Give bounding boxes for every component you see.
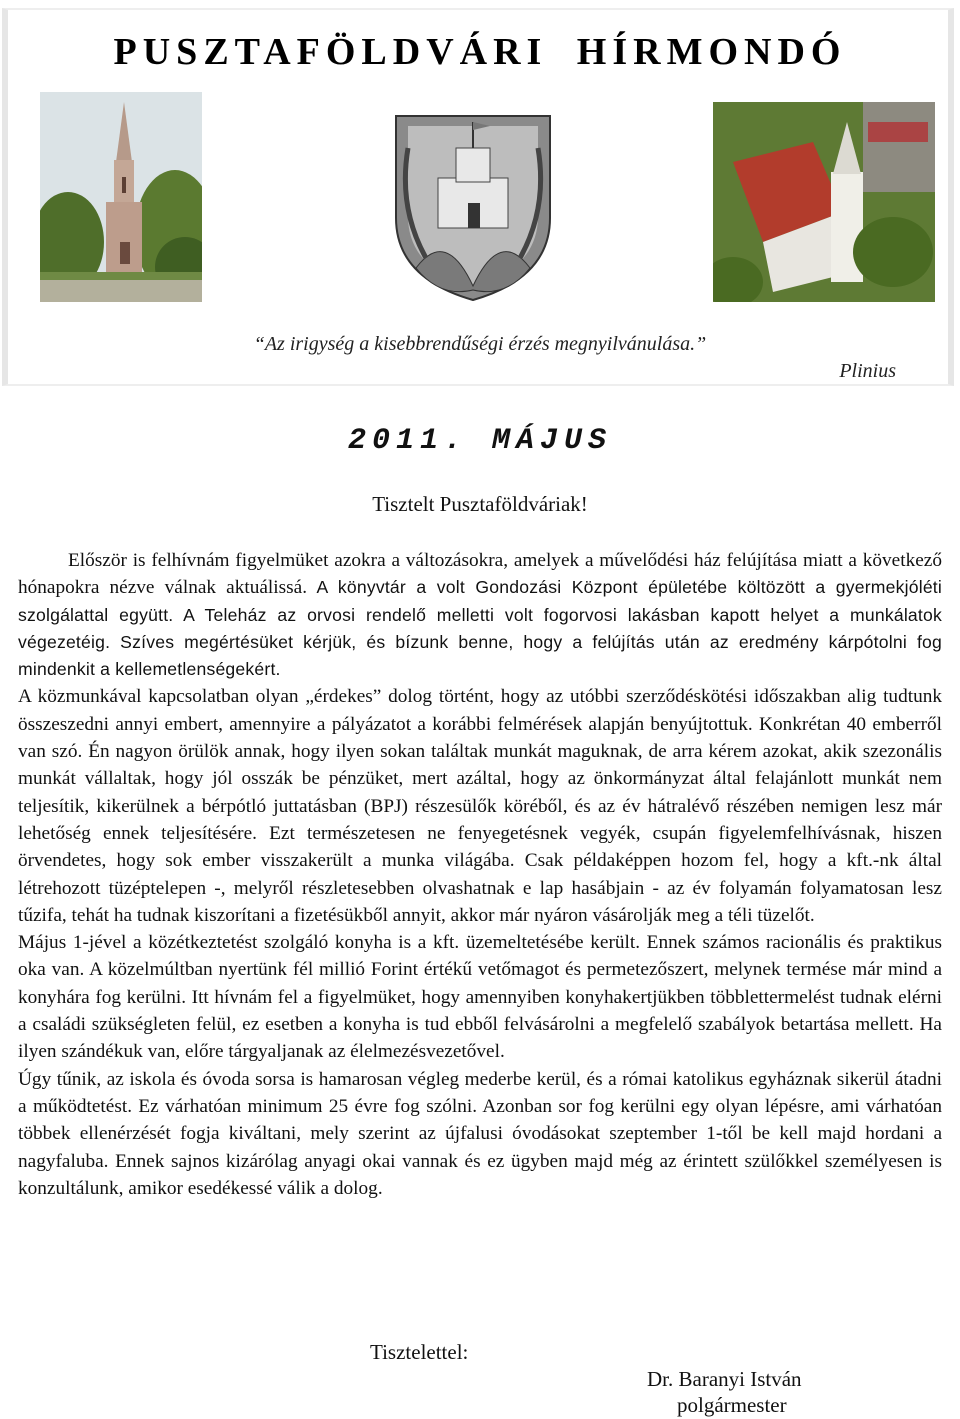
- paragraph-1-sans: A könyvtár a volt Gondozási Központ épületébe költözött a gyermekjóléti szolgálattal együtt. A Teleház az orvosi rendelő melletti volt fogorvosi lakásban kapott helyet a munkálatok végezetéig. Szíves megértésüket kérjük, és bízunk benne, hogy a felújítás után az eredmény kárpótolni fog mindenkit a kellemetlenségekért.: [18, 577, 942, 680]
- paragraph-1-serif: Először is felhívnám figyelmüket azokra a változásokra, amelyek a művelődési ház felújítása miatt a következő hónapokra nézve válnak aktuálissá.: [18, 550, 942, 599]
- epigraph-quote: “Az irigység a kisebbrendűségi érzés megnyilvánulása.”: [253, 333, 707, 355]
- signer-title: polgármester: [677, 1393, 787, 1417]
- paragraph-1: [18, 547, 942, 683]
- newsletter-title: PUSZTAFÖLDVÁRI HÍRMONDÓ: [113, 31, 847, 73]
- church-tower-photo: [40, 92, 202, 302]
- letter-closing: Tisztelettel:: [370, 1340, 469, 1364]
- letter-body: [18, 547, 942, 1202]
- church-aerial-photo: [713, 102, 935, 302]
- issue-date: 2011. MÁJUS: [347, 424, 613, 458]
- coat-of-arms: [386, 108, 560, 304]
- paragraph-2: A közmunkával kapcsolatban olyan „érdekes” dolog történt, hogy az utóbbi szerződéskötési időszakban alig tudtunk összeszedni annyi embert, amennyire a pályázatot a korábbi felmérések alapján benyújtottuk. Konkrétan 40 emberről van szó. Én nagyon örülök annak, hogy ilyen sokan találtak munkát maguknak, de arra kérem azokat, akik szezonális munkát vállaltak, hogy jól osszák be pénzüket, mert azáltal, hogy az önkormányzat által felajánlott munkát nem teljesítik, kikerülnek a bérpótló juttatásban (BPJ) részesülők köréből, és az év hátralévő részében nemigen lesz már lehetőség ennek teljesítésére. Ezt természetesen ne fenyegetésnek vegyék, csupán figyelemfelhívásnak, hiszen örvendetes, hogy sok ember visszakerült a munka világába. Csak példaképpen hozom fel, hogy a kft.-nk által létrehozott tüzéptelepen -, melyről részletesebben olvashatnak e lap hasábjain - az év folyamán folyamatosan lesz tűzifa, tehát ha tudnak kiszorítani a fizetésükből annyit, akkor már nyáron vásárolják meg a téli tüzelőt.: [18, 686, 942, 926]
- signer-name: Dr. Baranyi István: [647, 1367, 802, 1391]
- paragraph-3: Május 1-jével a közétkeztetést szolgáló konyha is a kft. üzemeltetésébe került. Ennek számos racionális és praktikus oka van. A közelmúltban nyertünk fél millió Forint értékű vetőmagot és permetezőszert, melynek termése már mind a konyhára fog kerülni. Itt hívnám fel a figyelmüket, hogy amennyiben konyhakertjükben többlettermelést tudnak elérni a családi szükségleten felül, ez esetben a konyha is tud ebből felvásárolni a megfelelő szabályok betartása mellett. Ha ilyen szándékuk van, előre tárgyaljanak az élelmezésvezetővel.: [18, 932, 942, 1063]
- letter-greeting: Tisztelt Pusztaföldváriak!: [372, 492, 588, 516]
- paragraph-4: Úgy tűnik, az iskola és óvoda sorsa is hamarosan végleg mederbe kerül, és a római katolikus egyháznak sikerül átadni a működtetést. Ez várhatóan minimum 25 évre fog szólni. Azonban sor fog kerülni egy olyan lépésre, ami várhatóan többek ellenérzését fogja kiváltani, mely szerint az újfalusi óvodásokat szeptember 1-től be kell majd hordani a nagyfaluba. Ennek sajnos kizárólag anyagi okai vannak és ez ügyben majd még az érintett szülőkkel személyesen is konzultálunk, amikor esedékessé válik a dolog.: [18, 1068, 942, 1199]
- epigraph-author: Plinius: [839, 360, 896, 382]
